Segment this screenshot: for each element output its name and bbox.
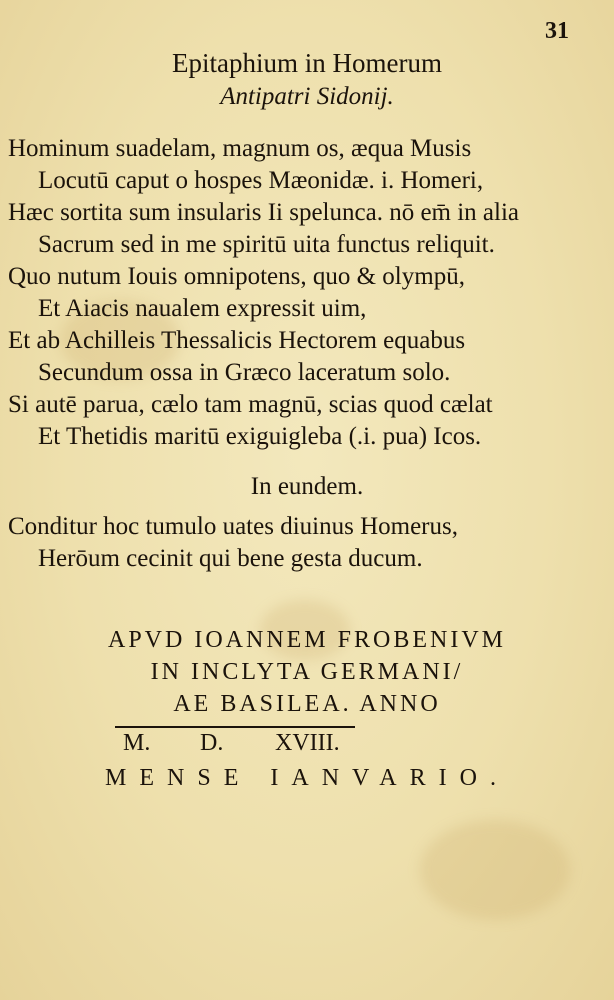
poem-line: Quo nutum Iouis omnipotens, quo & olympū, xyxy=(8,263,465,290)
epitaph-author: Antipatri Sidonij. xyxy=(220,83,394,110)
colophon-month: MENSE IANVARIO. xyxy=(105,765,509,791)
colophon-line: IN INCLYTA GERMANI/ xyxy=(150,659,464,685)
page-number: 31 xyxy=(545,18,569,44)
poem-line: Conditur hoc tumulo uates diuinus Homerus, xyxy=(8,513,458,540)
poem-line: Sacrum sed in me spiritū uita functus reliquit. xyxy=(38,231,495,258)
poem-line: Locutū caput o hospes Mæonidæ. i. Homeri, xyxy=(38,167,484,194)
epitaph-title: Epitaphium in Homerum xyxy=(172,48,442,78)
year-part: XVIII. xyxy=(275,730,340,756)
poem-line: Si autē parua, cælo tam magnū, scias quod cælat xyxy=(8,391,493,418)
poem-line: Et ab Achilleis Thessalicis Hectorem equabus xyxy=(8,327,466,354)
subheading: In eundem. xyxy=(250,473,364,500)
colophon-line: APVD IOANNEM FROBENIVM xyxy=(107,627,506,653)
year-part: M. xyxy=(123,730,151,756)
poem-line: Et Thetidis maritū exiguigleba (.i. pua) Icos. xyxy=(38,423,482,450)
colophon-year xyxy=(115,726,355,758)
year-part: D. xyxy=(200,730,224,756)
paper-stain xyxy=(420,820,570,920)
poem-line: Hæc sortita sum insularis Ii spelunca. nō em̄ in alia xyxy=(8,199,520,226)
poem-line: Hominum suadelam, magnum os, æqua Musis xyxy=(8,135,472,162)
poem-line: Herōum cecinit qui bene gesta ducum. xyxy=(38,545,423,572)
colophon-line: AE BASILEA. ANNO xyxy=(173,691,441,717)
poem-line: Secundum ossa in Græco laceratum solo. xyxy=(38,359,451,386)
poem-line: Et Aiacis naualem expressit uim, xyxy=(38,295,367,322)
